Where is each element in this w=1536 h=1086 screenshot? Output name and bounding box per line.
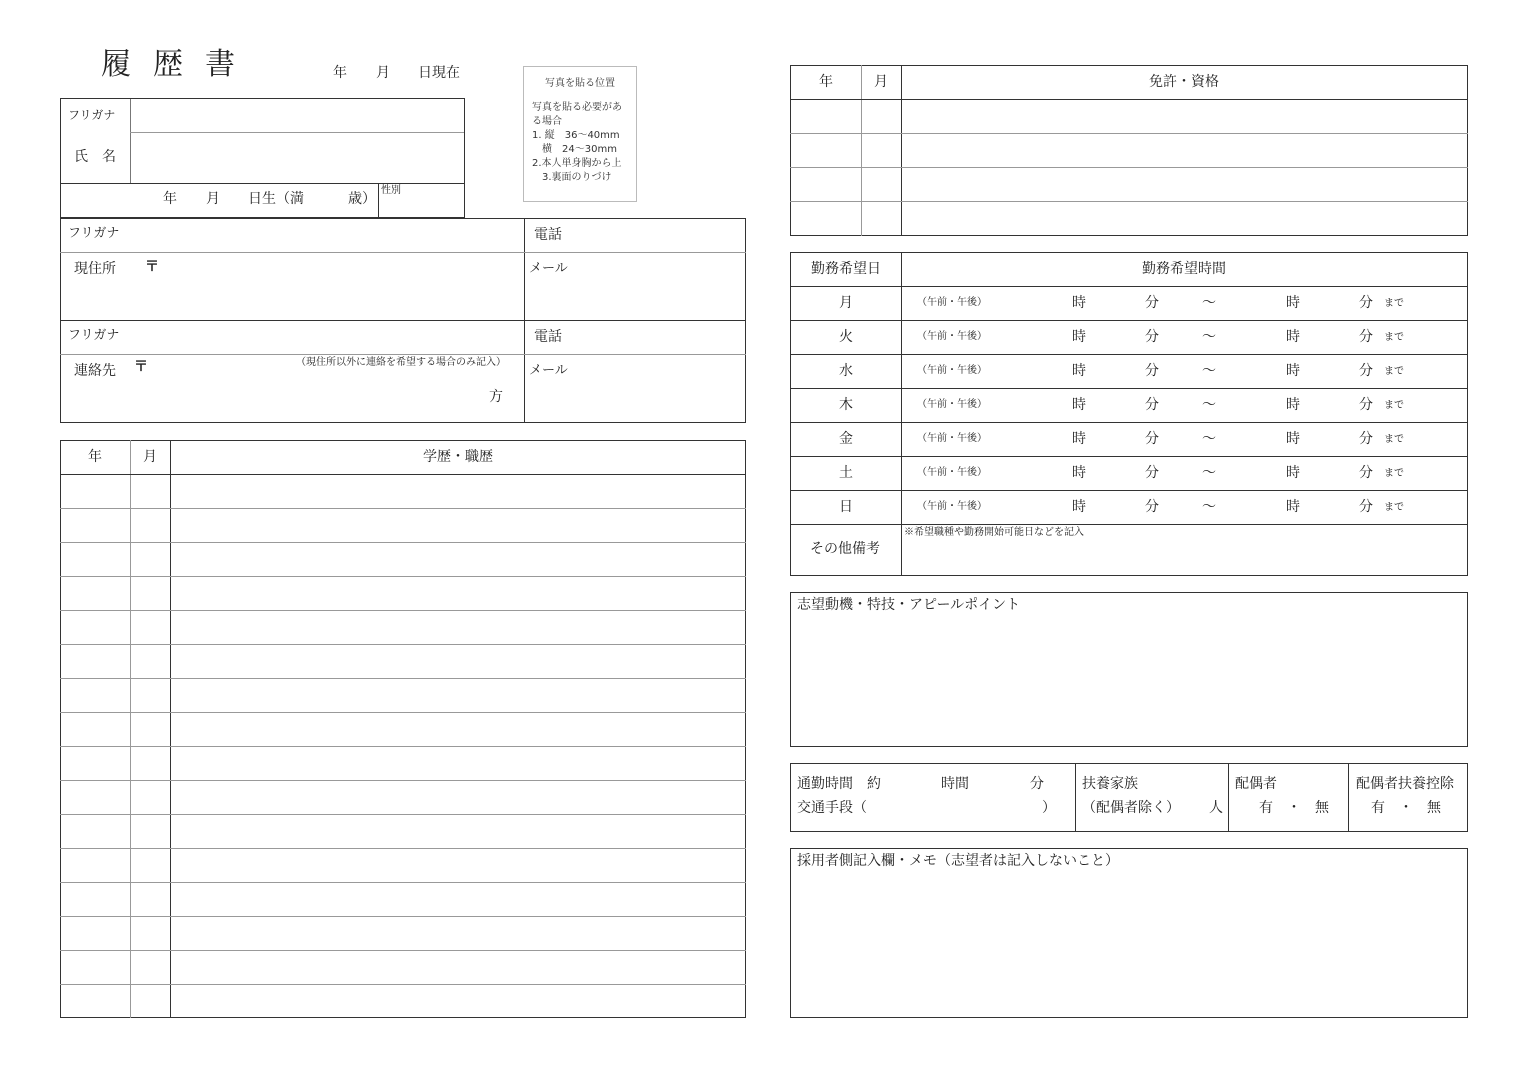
education-month-cell[interactable] xyxy=(132,850,168,880)
schedule-other-note: ※希望職種や勤務開始可能日などを記入 xyxy=(904,527,1084,538)
address-mail-field[interactable] xyxy=(526,280,744,318)
schedule-day-label: 日 xyxy=(839,499,853,515)
education-year-cell[interactable] xyxy=(62,510,128,540)
photo-title: 写真を貼る位置 xyxy=(545,78,615,89)
until-label: まで xyxy=(1384,332,1404,343)
education-month-cell[interactable] xyxy=(132,816,168,846)
end-minute-label: 分 xyxy=(1359,499,1373,515)
end-hour-label: 時 xyxy=(1286,329,1300,345)
tilde-separator: ～ xyxy=(1202,431,1216,447)
until-label: まで xyxy=(1384,502,1404,513)
gender-label: 性別 xyxy=(381,185,401,196)
tilde-separator: ～ xyxy=(1202,363,1216,379)
education-entry-cell[interactable] xyxy=(172,646,744,676)
education-year-cell[interactable] xyxy=(62,952,128,982)
education-year-cell[interactable] xyxy=(62,578,128,608)
end-hour-label: 時 xyxy=(1286,397,1300,413)
contact-postal-mark: 〒 xyxy=(134,359,148,375)
age-label: 歳） xyxy=(348,191,376,207)
ampm-selector[interactable]: （午前・午後） xyxy=(917,467,987,478)
education-entry-cell[interactable] xyxy=(172,748,744,778)
commute-hours-label: 時間 xyxy=(941,776,969,792)
start-minute-label: 分 xyxy=(1145,295,1159,311)
start-minute-label: 分 xyxy=(1145,499,1159,515)
education-entry-cell[interactable] xyxy=(172,884,744,914)
start-hour-label: 時 xyxy=(1072,363,1086,379)
address-field[interactable] xyxy=(165,254,522,318)
contact-mail-label: メール xyxy=(529,363,568,378)
education-month-cell[interactable] xyxy=(132,578,168,608)
start-hour-label: 時 xyxy=(1072,499,1086,515)
education-entry-cell[interactable] xyxy=(172,782,744,812)
education-entry-cell[interactable] xyxy=(172,952,744,982)
education-month-cell[interactable] xyxy=(132,748,168,778)
photo-line: 横 24～30mm xyxy=(532,144,617,155)
start-hour-label: 時 xyxy=(1072,397,1086,413)
start-minute-label: 分 xyxy=(1145,363,1159,379)
commute-means-label: 交通手段（ xyxy=(797,800,867,816)
start-minute-label: 分 xyxy=(1145,397,1159,413)
education-year-cell[interactable] xyxy=(62,782,128,812)
education-month-cell[interactable] xyxy=(132,476,168,506)
end-hour-label: 時 xyxy=(1286,295,1300,311)
start-minute-label: 分 xyxy=(1145,329,1159,345)
education-entry-cell[interactable] xyxy=(172,986,744,1016)
address-mail-label: メール xyxy=(529,261,568,276)
contact-furigana-label: フリガナ xyxy=(68,328,120,343)
education-year-cell[interactable] xyxy=(62,714,128,744)
end-hour-label: 時 xyxy=(1286,499,1300,515)
start-hour-label: 時 xyxy=(1072,329,1086,345)
education-entry-cell[interactable] xyxy=(172,714,744,744)
end-minute-label: 分 xyxy=(1359,465,1373,481)
start-hour-label: 時 xyxy=(1072,295,1086,311)
schedule-day-label: 月 xyxy=(839,295,853,311)
schedule-time-header: 勤務希望時間 xyxy=(1142,261,1226,277)
postal-mark: 〒 xyxy=(145,259,159,275)
address-furigana-label: フリガナ xyxy=(68,226,120,241)
motivation-label: 志望動機・特技・アピールポイント xyxy=(797,597,1021,613)
dependents-unit: 人 xyxy=(1209,800,1223,816)
commute-minutes-label: 分 xyxy=(1030,776,1044,792)
photo-line: 2.本人単身胸から上 xyxy=(532,158,622,169)
education-entry-cell[interactable] xyxy=(172,850,744,880)
commute-means-close: ） xyxy=(1042,800,1056,816)
education-year-cell[interactable] xyxy=(62,918,128,948)
start-minute-label: 分 xyxy=(1145,465,1159,481)
education-month-cell[interactable] xyxy=(132,918,168,948)
education-month-cell[interactable] xyxy=(132,510,168,540)
tilde-separator: ～ xyxy=(1202,295,1216,311)
photo-line: る場合 xyxy=(532,116,562,127)
spouse-options[interactable]: 有 ・ 無 xyxy=(1259,800,1329,816)
end-hour-label: 時 xyxy=(1286,431,1300,447)
start-hour-label: 時 xyxy=(1072,431,1086,447)
contact-label: 連絡先 xyxy=(74,363,116,379)
until-label: まで xyxy=(1384,434,1404,445)
ampm-selector[interactable]: （午前・午後） xyxy=(917,297,987,308)
schedule-day-label: 木 xyxy=(839,397,853,413)
schedule-day-label: 土 xyxy=(839,465,853,481)
commute-time-label: 通勤時間 約 xyxy=(797,776,881,792)
education-year-cell[interactable] xyxy=(62,884,128,914)
address-phone-field[interactable] xyxy=(570,220,744,251)
commute-means-field[interactable] xyxy=(880,798,1038,818)
until-label: まで xyxy=(1384,468,1404,479)
education-title-header: 学歴・職歴 xyxy=(423,449,493,465)
date-month-label: 月 xyxy=(376,65,390,81)
contact-field[interactable] xyxy=(155,372,485,420)
schedule-other-field[interactable] xyxy=(903,542,1466,574)
education-entry-cell[interactable] xyxy=(172,612,744,642)
schedule-day-label: 金 xyxy=(839,431,853,447)
ampm-selector[interactable]: （午前・午後） xyxy=(917,433,987,444)
end-minute-label: 分 xyxy=(1359,329,1373,345)
end-minute-label: 分 xyxy=(1359,431,1373,447)
ampm-selector[interactable]: （午前・午後） xyxy=(917,399,987,410)
education-month-cell[interactable] xyxy=(132,714,168,744)
schedule-day-header: 勤務希望日 xyxy=(811,261,881,277)
education-year-cell[interactable] xyxy=(62,612,128,642)
education-month-cell[interactable] xyxy=(132,680,168,710)
gender-field[interactable] xyxy=(380,196,463,217)
start-hour-label: 時 xyxy=(1072,465,1086,481)
end-minute-label: 分 xyxy=(1359,363,1373,379)
education-year-cell[interactable] xyxy=(62,748,128,778)
dependents-label: 扶養家族 xyxy=(1082,776,1138,792)
contact-phone-label: 電話 xyxy=(534,329,562,345)
education-entry-cell[interactable] xyxy=(172,544,744,574)
birth-month-label: 月 xyxy=(206,191,220,207)
license-entries-field[interactable] xyxy=(903,101,1466,234)
motivation-field[interactable] xyxy=(792,616,1466,745)
photo-line: 写真を貼る必要があ xyxy=(532,102,622,113)
page-title: 履歴書 xyxy=(101,47,257,82)
until-label: まで xyxy=(1384,366,1404,377)
end-minute-label: 分 xyxy=(1359,397,1373,413)
education-entry-cell[interactable] xyxy=(172,476,744,506)
spouse-deduction-options[interactable]: 有 ・ 無 xyxy=(1371,800,1441,816)
memo-label: 採用者側記入欄・メモ（志望者は記入しないこと） xyxy=(797,853,1119,869)
name-label: 氏 名 xyxy=(74,149,116,165)
education-entry-cell[interactable] xyxy=(172,680,744,710)
education-year-header: 年 xyxy=(88,449,102,465)
license-month-header: 月 xyxy=(874,74,888,90)
schedule-day-label: 水 xyxy=(839,363,853,379)
education-month-cell[interactable] xyxy=(132,646,168,676)
until-label: まで xyxy=(1384,400,1404,411)
date-year-label: 年 xyxy=(333,65,347,81)
education-entry-cell[interactable] xyxy=(172,510,744,540)
tilde-separator: ～ xyxy=(1202,499,1216,515)
contact-note: （現住所以外に連絡を希望する場合のみ記入） xyxy=(296,357,506,368)
education-year-cell[interactable] xyxy=(62,476,128,506)
end-hour-label: 時 xyxy=(1286,363,1300,379)
education-year-cell[interactable] xyxy=(62,850,128,880)
education-month-cell[interactable] xyxy=(132,544,168,574)
education-year-cell[interactable] xyxy=(62,816,128,846)
photo-line: 1. 縦 36～40mm xyxy=(532,130,620,141)
name-field[interactable] xyxy=(132,134,463,182)
education-month-header: 月 xyxy=(143,449,157,465)
end-minute-label: 分 xyxy=(1359,295,1373,311)
education-year-cell[interactable] xyxy=(62,986,128,1016)
education-entry-cell[interactable] xyxy=(172,578,744,608)
furigana-field[interactable] xyxy=(132,100,463,131)
education-year-cell[interactable] xyxy=(62,544,128,574)
profile-furigana-label: フリガナ xyxy=(68,108,116,122)
ampm-selector[interactable]: （午前・午後） xyxy=(917,365,987,376)
education-month-cell[interactable] xyxy=(132,952,168,982)
contact-mail-field[interactable] xyxy=(526,382,744,420)
education-year-cell[interactable] xyxy=(62,646,128,676)
education-month-cell[interactable] xyxy=(132,986,168,1016)
tilde-separator: ～ xyxy=(1202,397,1216,413)
contact-suffix: 方 xyxy=(489,389,503,405)
address-phone-label: 電話 xyxy=(534,227,562,243)
birth-year-label: 年 xyxy=(163,191,177,207)
education-entry-cell[interactable] xyxy=(172,918,744,948)
end-hour-label: 時 xyxy=(1286,465,1300,481)
tilde-separator: ～ xyxy=(1202,465,1216,481)
photo-line: 3.裏面のりづけ xyxy=(542,172,612,183)
memo-field[interactable] xyxy=(792,872,1466,1016)
start-minute-label: 分 xyxy=(1145,431,1159,447)
contact-phone-field[interactable] xyxy=(570,322,744,353)
license-year-header: 年 xyxy=(819,74,833,90)
until-label: まで xyxy=(1384,298,1404,309)
schedule-day-label: 火 xyxy=(839,329,853,345)
education-entry-cell[interactable] xyxy=(172,816,744,846)
ampm-selector[interactable]: （午前・午後） xyxy=(917,501,987,512)
education-month-cell[interactable] xyxy=(132,612,168,642)
birth-day-label: 日生（満 xyxy=(248,191,304,207)
education-month-cell[interactable] xyxy=(132,782,168,812)
tilde-separator: ～ xyxy=(1202,329,1216,345)
spouse-label: 配偶者 xyxy=(1235,776,1277,792)
spouse-deduction-label: 配偶者扶養控除 xyxy=(1356,776,1454,792)
ampm-selector[interactable]: （午前・午後） xyxy=(917,331,987,342)
license-title-header: 免許・資格 xyxy=(1149,74,1219,90)
address-label: 現住所 xyxy=(74,261,116,277)
dependents-note: （配偶者除く） xyxy=(1082,800,1180,816)
date-suffix-label: 日現在 xyxy=(418,65,460,81)
schedule-other-label: その他備考 xyxy=(810,541,880,557)
education-month-cell[interactable] xyxy=(132,884,168,914)
education-year-cell[interactable] xyxy=(62,680,128,710)
photo-placeholder xyxy=(523,66,637,202)
